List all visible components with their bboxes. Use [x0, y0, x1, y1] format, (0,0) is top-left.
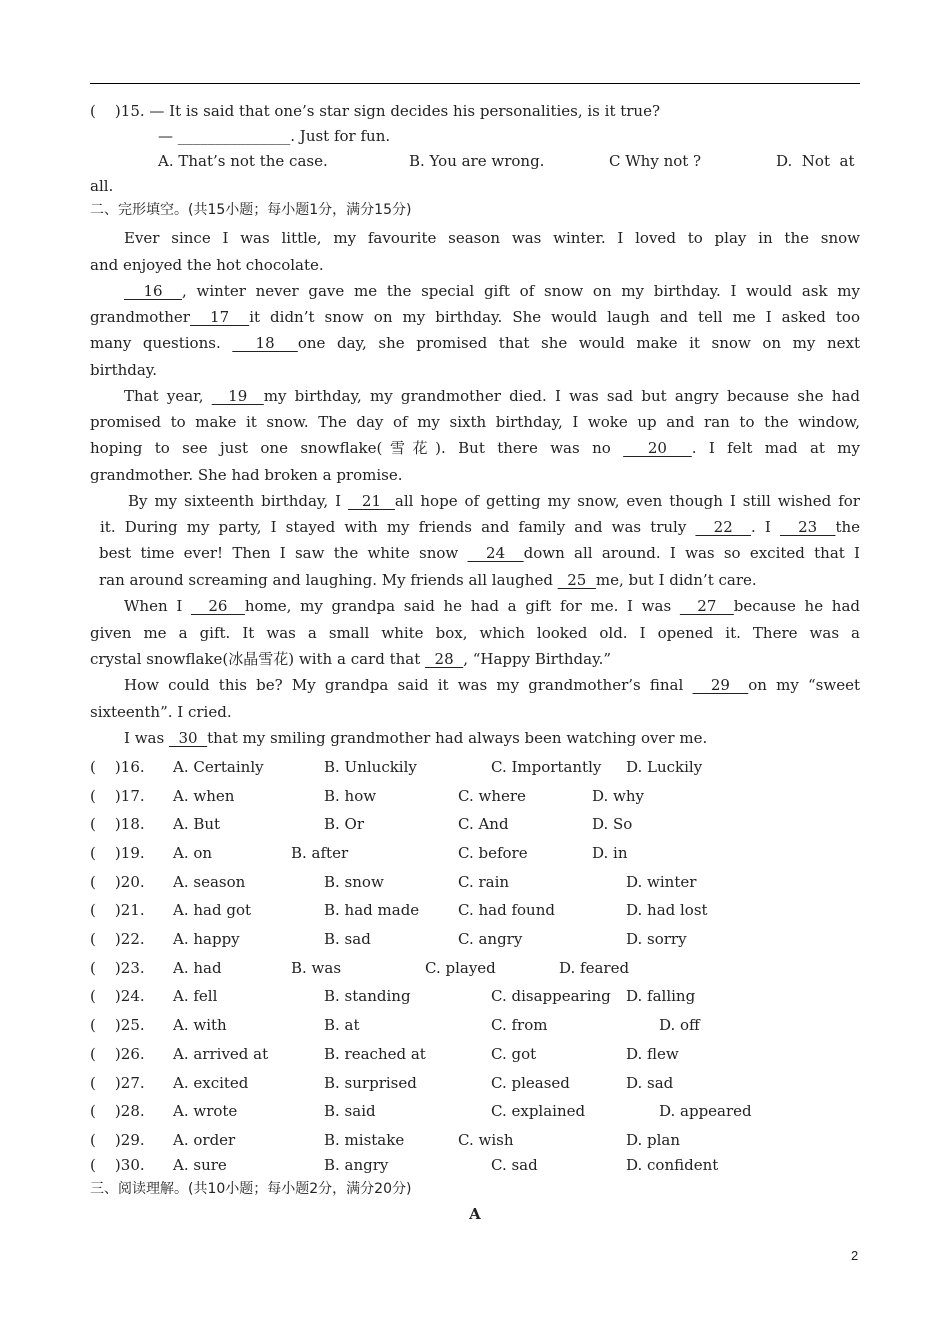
option-d: D. Luckily [626, 758, 703, 776]
option-b: B. after [291, 844, 349, 862]
option-b: B. how [324, 787, 377, 805]
option-a: A. with [173, 1016, 227, 1034]
option-b: B. standing [324, 987, 411, 1005]
blank-23: 23 [779, 518, 836, 536]
passage-line: grandmother 17 it didn’t snow on my birthday. She would laugh and tell me I asked too [90, 308, 860, 326]
option-row-number: ( )23. [90, 959, 145, 977]
option-a: A. happy [173, 930, 240, 948]
blank-25: 25 [557, 571, 596, 589]
option-row-number: ( )28. [90, 1102, 145, 1120]
option-b: B. angry [324, 1156, 389, 1174]
option-c: C. wish [458, 1131, 514, 1149]
blank-21: 21 [348, 492, 395, 510]
q15-stem: ( )15. — It is said that one’s star sign decides his personalities, is it true? [90, 102, 661, 120]
option-row-number: ( )24. [90, 987, 145, 1005]
option-b: B. Unluckily [324, 758, 417, 776]
option-row-number: ( )18. [90, 815, 145, 833]
option-b: B. had made [324, 901, 420, 919]
blank-26: 26 [190, 597, 245, 615]
blank-30: 30 [168, 729, 208, 747]
option-d: D. sorry [626, 930, 687, 948]
option-c: C. pleased [491, 1074, 570, 1092]
q15-option-d-continued: all. [90, 177, 114, 195]
passage-line: How could this be? My grandpa said it was my grandmother’s final 29 on my “sweet [124, 676, 860, 694]
passage-line: By my sixteenth birthday, I 21 all hope of getting my snow, even though I still wished for [128, 492, 860, 510]
passage-line: sixteenth”. I cried. [90, 703, 232, 721]
option-d: D. confident [626, 1156, 719, 1174]
option-b: B. Or [324, 815, 365, 833]
passage-line: it. During my party, I stayed with my friends and family and was truly 22 . I 23 the [100, 518, 861, 536]
option-b: B. mistake [324, 1131, 405, 1149]
blank-19: 19 [211, 387, 264, 405]
option-c: C. And [458, 815, 509, 833]
option-d: D. plan [626, 1131, 681, 1149]
option-row-number: ( )22. [90, 930, 145, 948]
option-a: A. arrived at [173, 1045, 269, 1063]
section3-heading: 三、阅读理解。(共10小题；每小题2分，满分20分) [90, 1181, 412, 1197]
blank-17: 17 [189, 308, 250, 326]
option-d: D. had lost [626, 901, 708, 919]
blank-24: 24 [467, 544, 524, 562]
q15-option-a: A. That’s not the case. [158, 152, 328, 170]
option-d: D. flew [626, 1045, 679, 1063]
option-a: A. order [173, 1131, 236, 1149]
passage-line: best time ever! Then I saw the white snow 24 down all around. I was so excited that I [99, 544, 860, 562]
page-number: 2 [851, 1248, 859, 1263]
option-row-number: ( )21. [90, 901, 145, 919]
option-c: C. sad [491, 1156, 538, 1174]
passage-line: I was 30 that my smiling grandmother had always been watching over me. [124, 729, 708, 747]
option-row-number: ( )20. [90, 873, 145, 891]
passage-line: ran around screaming and laughing. My friends all laughed 25 me, but I didn’t care. [99, 571, 757, 589]
blank-18: 18 [232, 334, 298, 352]
option-row-number: ( )29. [90, 1131, 145, 1149]
header-rule [90, 83, 860, 84]
option-a: A. wrote [173, 1102, 238, 1120]
option-row-number: ( )30. [90, 1156, 145, 1174]
option-d: D. why [592, 787, 645, 805]
q15-option-b: B. You are wrong. [409, 152, 545, 170]
option-d: D. sad [626, 1074, 674, 1092]
option-row-number: ( )19. [90, 844, 145, 862]
blank-20: 20 [623, 439, 692, 457]
option-a: A. fell [173, 987, 218, 1005]
option-c: C. angry [458, 930, 523, 948]
blank-29: 29 [692, 676, 749, 694]
option-c: C. had found [458, 901, 555, 919]
option-c: C. explained [491, 1102, 586, 1120]
option-b: B. surprised [324, 1074, 417, 1092]
option-d: D. off [659, 1016, 700, 1034]
option-a: A. sure [173, 1156, 227, 1174]
option-c: C. disappearing [491, 987, 611, 1005]
q15-option-c: C Why not ? [609, 152, 702, 170]
option-b: B. was [291, 959, 342, 977]
option-a: A. when [173, 787, 235, 805]
option-c: C. got [491, 1045, 537, 1063]
passage-line: When I 26 home, my grandpa said he had a gift for me. I was 27 because he had [124, 597, 860, 615]
blank-22: 22 [695, 518, 751, 536]
option-a: A. But [173, 815, 221, 833]
q15-reply: — _______________. Just for fun. [158, 127, 391, 145]
option-b: B. sad [324, 930, 371, 948]
option-d: D. So [592, 815, 633, 833]
passage-line: hoping to see just one snowflake(雪花). But there was no 20 . I felt mad at my [90, 439, 860, 457]
option-a: A. season [173, 873, 246, 891]
option-a: A. excited [173, 1074, 249, 1092]
option-c: C. played [425, 959, 496, 977]
blank-28: 28 [425, 650, 464, 668]
blank-27: 27 [679, 597, 734, 615]
passage-line: and enjoyed the hot chocolate. [90, 256, 324, 274]
option-a: A. had [173, 959, 222, 977]
option-row-number: ( )17. [90, 787, 145, 805]
option-d: D. in [592, 844, 628, 862]
option-b: B. snow [324, 873, 384, 891]
passage-line: Ever since I was little, my favourite season was winter. I loved to play in the snow [124, 229, 860, 247]
option-row-number: ( )27. [90, 1074, 145, 1092]
option-c: C. rain [458, 873, 510, 891]
passage-line: crystal snowflake(冰晶雪花) with a card that 28 , “Happy Birthday.” [90, 650, 612, 668]
passage-line: promised to make it snow. The day of my sixth birthday, I woke up and ran to the window, [90, 413, 860, 431]
option-d: D. falling [626, 987, 696, 1005]
passage-label: A [469, 1205, 481, 1223]
option-c: C. from [491, 1016, 548, 1034]
section2-heading: 二、完形填空。(共15小题；每小题1分，满分15分) [90, 202, 412, 218]
passage-line: 16 , winter never gave me the special gift of snow on my birthday. I would ask my [124, 282, 860, 300]
passage-line: given me a gift. It was a small white box, which looked old. I opened it. There was a [90, 624, 860, 642]
passage-line: many questions. 18 one day, she promised that she would make it snow on my next [90, 334, 860, 352]
option-row-number: ( )16. [90, 758, 145, 776]
passage-line: That year, 19 my birthday, my grandmother died. I was sad but angry because she had [124, 387, 860, 405]
option-row-number: ( )26. [90, 1045, 145, 1063]
option-c: C. where [458, 787, 526, 805]
option-d: D. winter [626, 873, 697, 891]
option-row-number: ( )25. [90, 1016, 145, 1034]
option-b: B. said [324, 1102, 376, 1120]
option-d: D. appeared [659, 1102, 752, 1120]
q15-option-d: D. Not at [776, 152, 855, 170]
passage-line: grandmother. She had broken a promise. [90, 466, 403, 484]
option-b: B. at [324, 1016, 360, 1034]
blank-16: 16 [124, 282, 182, 300]
option-a: A. Certainly [173, 758, 264, 776]
option-a: A. on [173, 844, 213, 862]
passage-line: birthday. [90, 361, 158, 379]
option-a: A. had got [173, 901, 252, 919]
option-c: C. before [458, 844, 528, 862]
option-b: B. reached at [324, 1045, 426, 1063]
option-d: D. feared [559, 959, 630, 977]
option-c: C. Importantly [491, 758, 602, 776]
